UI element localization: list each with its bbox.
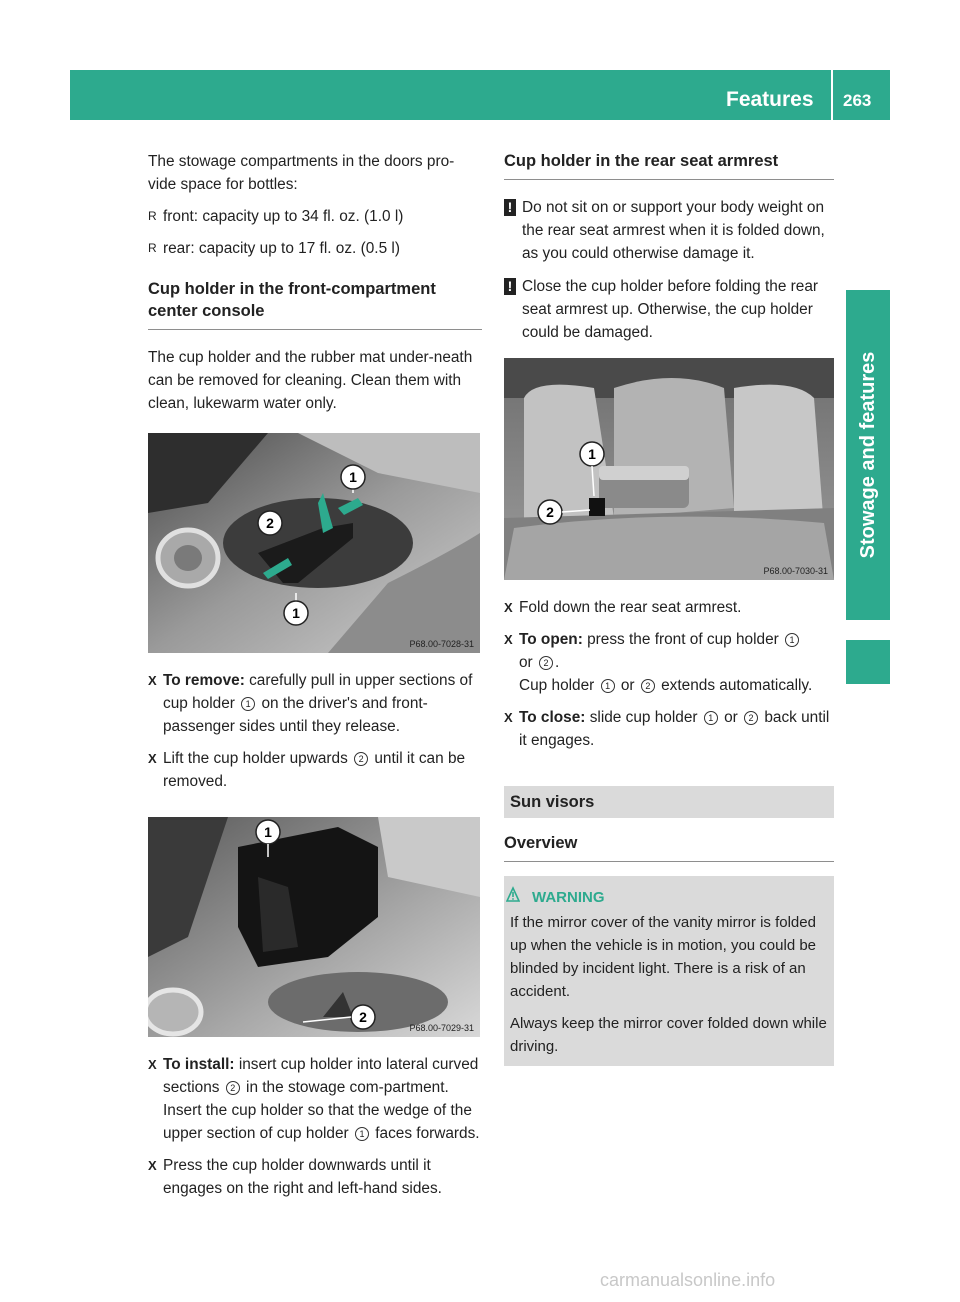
body-text: The cup holder and the rubber mat under-neath can be removed for cleaning. Clean them with clean, lukewarm water only. <box>148 349 473 412</box>
instruction-step-lift: X Lift the cup holder upwards 2 until it can be removed. <box>148 747 482 793</box>
step-marker: X <box>504 600 513 615</box>
warning-triangle-icon <box>506 886 520 904</box>
callout-1: 1 <box>355 1127 369 1141</box>
step-marker: X <box>148 1057 157 1072</box>
left-column <box>148 150 482 1209</box>
list-item: R front: capacity up to 34 fl. oz. (1.0 l) <box>148 205 482 228</box>
side-tab-label: Stowage and features <box>857 351 879 559</box>
footer-watermark: carmanualsonline.info <box>600 1270 776 1290</box>
header-title: Features <box>726 88 814 111</box>
notice-icon: ! <box>504 199 516 216</box>
notice: ! Close the cup holder before folding the rear seat armrest up. Otherwise, the cup holder could be damaged. <box>504 275 834 344</box>
callout-1: 1 <box>704 711 718 725</box>
callout-2: 2 <box>641 679 655 693</box>
instruction-step-close: X To close: slide cup holder 1 or 2 back until it engages. <box>504 706 834 752</box>
intro-text: The stowage compartments in the doors pro-vide space for bottles: <box>148 153 455 193</box>
figure-cup-holder-remove <box>148 433 480 653</box>
figure-rear-armrest <box>504 358 834 580</box>
bullet-marker: R <box>148 209 157 223</box>
figure-code: P68.00-7030-31 <box>763 566 828 576</box>
right-column <box>504 150 834 1066</box>
list-item: R rear: capacity up to 17 fl. oz. (0.5 l) <box>148 237 482 260</box>
instruction-step-fold: X Fold down the rear seat armrest. <box>504 596 834 619</box>
step-marker: X <box>148 1158 157 1173</box>
callout-1: 1 <box>785 633 799 647</box>
callout-2: 2 <box>266 515 274 531</box>
step-marker: X <box>148 751 157 766</box>
section-heading-rear-armrest: Cup holder in the rear seat armrest <box>504 150 834 180</box>
callout-2: 2 <box>546 504 554 520</box>
page-number: 263 <box>843 91 872 110</box>
cup-holder-install-illustration <box>148 817 480 1037</box>
notice-icon: ! <box>504 278 516 295</box>
instruction-step-install: X To install: insert cup holder into lateral curved sections 2 in the stowage com-partment. Insert the cup holder so that the wedge of the upper section of cup holder 1 faces forwards. <box>148 1053 482 1145</box>
callout-2: 2 <box>354 752 368 766</box>
callout-1: 1 <box>264 824 272 840</box>
step-marker: X <box>148 673 157 688</box>
callout-1-top: 1 <box>349 469 357 485</box>
cup-holder-remove-illustration <box>148 433 480 653</box>
callout-2: 2 <box>744 711 758 725</box>
section-band-sun-visors: Sun visors <box>504 786 834 818</box>
notice: ! Do not sit on or support your body weight on the rear seat armrest when it is folded down, as you could otherwise damage it. <box>504 196 834 265</box>
step-marker: X <box>504 632 513 647</box>
side-tab-block <box>846 640 890 684</box>
callout-1: 1 <box>601 679 615 693</box>
warning-box <box>504 876 834 1066</box>
callout-1-bottom: 1 <box>292 605 300 621</box>
instruction-step-remove: X To remove: carefully pull in upper sections of cup holder 1 on the driver's and front-passenger sides until they release. <box>148 669 482 738</box>
figure-code: P68.00-7029-31 <box>409 1023 474 1033</box>
warning-text: If the mirror cover of the vanity mirror is folded up when the vehicle is in motion, you could be blinded by incident light. There is a risk of an accident. <box>510 914 817 1000</box>
figure-cup-holder-install <box>148 817 480 1037</box>
header-divider <box>831 70 833 120</box>
instruction-step-press: X Press the cup holder downwards until it engages on the right and left-hand sides. <box>148 1154 482 1200</box>
bullet-marker: R <box>148 241 157 255</box>
section-heading-overview: Overview <box>504 832 834 862</box>
warning-title: WARNING <box>510 886 828 909</box>
section-heading-front-cup-holder: Cup holder in the front-compartment center console <box>148 278 482 330</box>
warning-text: Always keep the mirror cover folded down while driving. <box>510 1015 827 1055</box>
callout-1: 1 <box>588 446 596 462</box>
callout-1: 1 <box>241 697 255 711</box>
callout-2: 2 <box>359 1009 367 1025</box>
rear-armrest-illustration <box>504 358 834 580</box>
callout-2: 2 <box>539 656 553 670</box>
step-marker: X <box>504 710 513 725</box>
callout-2: 2 <box>226 1081 240 1095</box>
figure-code: P68.00-7028-31 <box>409 639 474 649</box>
instruction-step-open: X To open: press the front of cup holder 1 or 2 . Cup holder 1 or 2 extends automatically. <box>504 628 834 697</box>
